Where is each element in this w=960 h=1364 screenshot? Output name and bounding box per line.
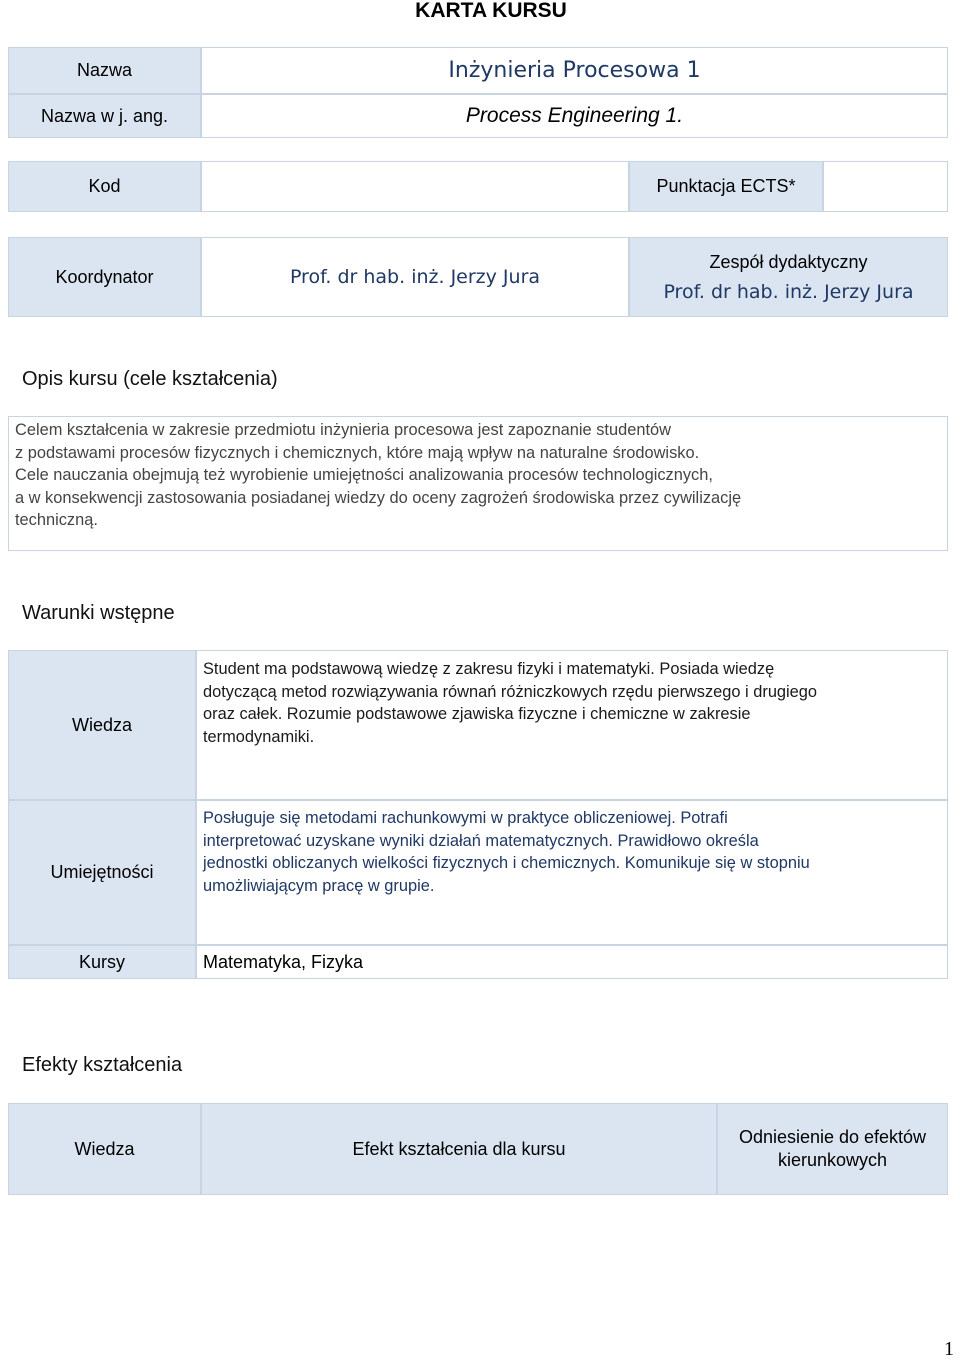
- description-line: techniczną.: [15, 511, 98, 530]
- skills-line: jednostki obliczanych wielkości fizycznych i chemicznych. Komunikuje się w stopniu: [203, 854, 810, 873]
- code-value: [201, 161, 629, 212]
- outcomes-col-reference-line2: kierunkowych: [777, 1150, 888, 1170]
- teaching-team: [629, 237, 948, 317]
- knowledge-line: termodynamiki.: [203, 727, 315, 746]
- name-en-label: Nazwa w j. ang.: [8, 94, 201, 138]
- coordinator-value: Prof. dr hab. inż. Jerzy Jura: [201, 237, 629, 317]
- name-value: Inżynieria Procesowa 1: [201, 47, 948, 94]
- description-line: Cele nauczania obejmują też wyrobienie umiejętności analizowania procesów technologicznych,: [15, 466, 713, 485]
- knowledge-line: oraz całek. Rozumie podstawowe zjawiska fizyczne i chemiczne w zakresie: [203, 705, 751, 724]
- code-label: Kod: [8, 161, 201, 212]
- coordinator-label: Koordynator: [8, 237, 201, 317]
- outcomes-col-reference: [717, 1103, 948, 1195]
- description-line: a w konsekwencji zastosowania posiadanej wiedzy do oceny zagrożeń środowiska przez cywilizację: [15, 488, 742, 507]
- name-en-value: Process Engineering 1.: [201, 94, 948, 138]
- page-number: 1: [944, 1338, 954, 1360]
- outcomes-col-knowledge: Wiedza: [8, 1103, 201, 1195]
- page-title: KARTA KURSU: [415, 0, 567, 22]
- prereq-courses-label: Kursy: [8, 945, 196, 979]
- teaching-team-value: Prof. dr hab. inż. Jerzy Jura: [663, 280, 914, 303]
- ects-value: [823, 161, 948, 212]
- skills-line: Posługuje się metodami rachunkowymi w praktyce obliczeniowej. Potrafi: [203, 809, 728, 827]
- name-label: Nazwa: [8, 47, 201, 94]
- outcomes-title: Efekty kształcenia: [22, 1054, 183, 1076]
- description-title: Opis kursu (cele kształcenia): [22, 368, 278, 390]
- outcomes-col-reference-line1: Odniesienie do efektów: [738, 1127, 927, 1147]
- description-box: [8, 416, 948, 551]
- prereq-knowledge-label: Wiedza: [8, 650, 196, 800]
- prereq-skills-label: Umiejętności: [8, 800, 196, 945]
- prereq-knowledge-text: [196, 650, 948, 800]
- description-line: z podstawami procesów fizycznych i chemicznych, które mają wpływ na naturalne środowisko.: [15, 443, 700, 462]
- ects-label: Punktacja ECTS*: [629, 161, 823, 212]
- knowledge-line: Student ma podstawową wiedzę z zakresu fizyki i matematyki. Posiada wiedzę: [203, 660, 775, 678]
- description-line: Celem kształcenia w zakresie przedmiotu inżynieria procesowa jest zapoznanie studentów: [15, 421, 671, 439]
- knowledge-line: dotyczącą metod rozwiązywania równań różniczkowych rzędu pierwszego i drugiego: [203, 682, 818, 701]
- teaching-team-label: Zespół dydaktyczny: [709, 251, 868, 272]
- skills-line: umożliwiającym pracę w grupie.: [203, 876, 435, 895]
- prereq-courses-value: Matematyka, Fizyka: [196, 945, 948, 979]
- outcomes-col-effect: Efekt kształcenia dla kursu: [201, 1103, 717, 1195]
- skills-line: interpretować uzyskane wyniki działań matematycznych. Prawidłowo określa: [203, 831, 759, 850]
- prereq-skills-text: [196, 800, 948, 945]
- prerequisites-title: Warunki wstępne: [22, 602, 175, 624]
